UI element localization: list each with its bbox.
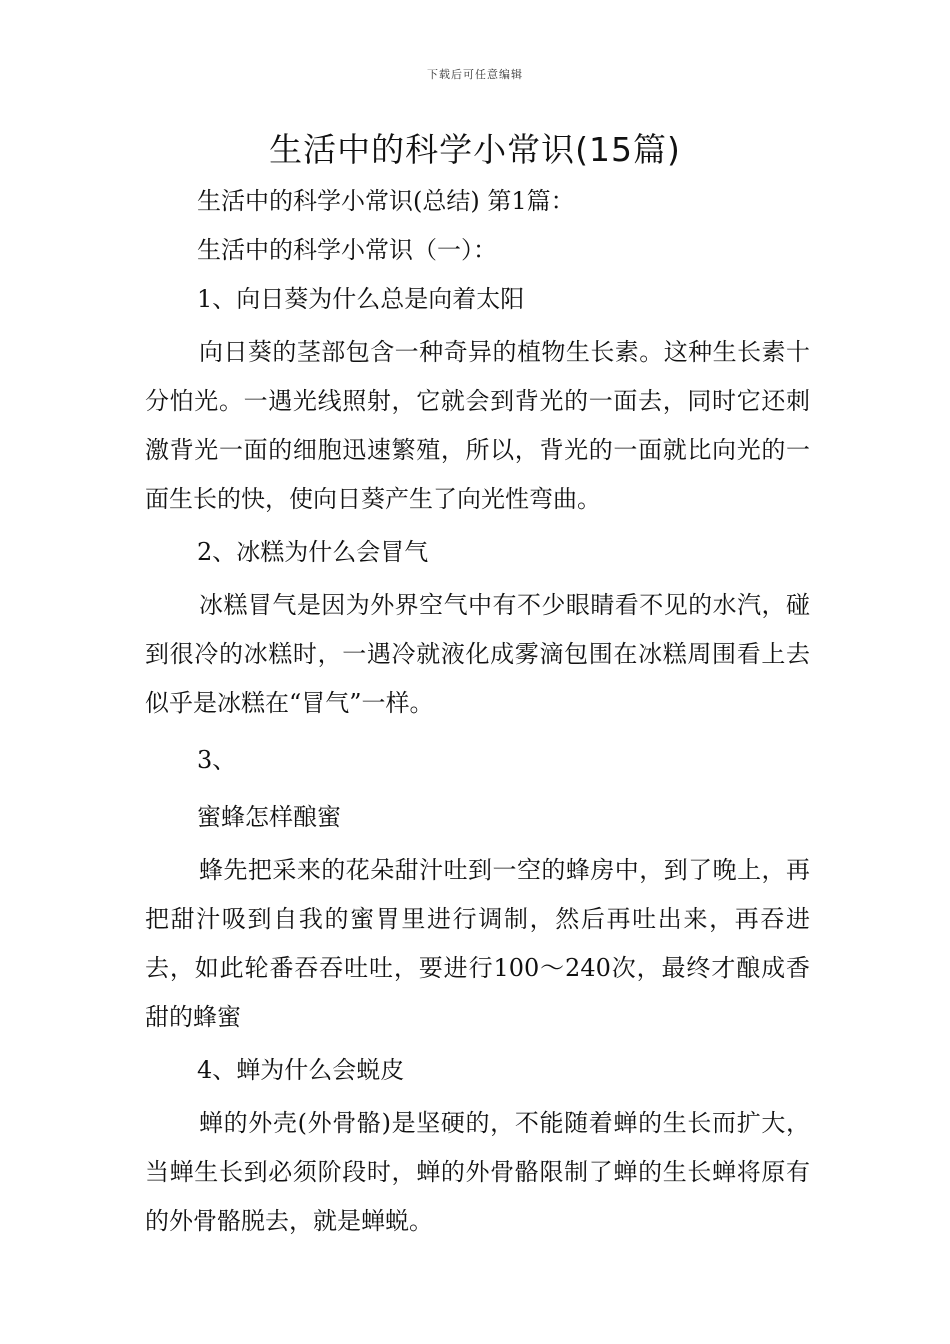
item-heading: 4、蝉为什么会蜕皮 [197,1056,405,1084]
body-paragraph: 冰糕冒气是因为外界空气中有不少眼睛看不见的水汽，碰到很冷的冰糕时，一遇冷就液化成雾滴包围在冰糕周围看上去似乎是冰糕在“冒气”一样。 [145,591,810,717]
section-heading: 生活中的科学小常识(总结) 第1篇： [197,187,575,215]
section-heading: 生活中的科学小常识（一）： [197,236,497,264]
document-body [145,177,810,1246]
document-title: 生活中的科学小常识(15篇) [269,130,681,169]
body-paragraph: 向日葵的茎部包含一种奇异的植物生长素。这种生长素十分怕光。一遇光线照射，它就会到背光的一面去，同时它还刺激背光一面的细胞迅速繁殖，所以，背光的一面就比向光的一面生长的快，使向日葵产生了向光性弯曲。 [145,338,810,513]
item-heading: 2、冰糕为什么会冒气 [197,538,429,566]
item-heading: 1、向日葵为什么总是向着太阳 [197,285,525,313]
body-paragraph: 蝉的外壳(外骨骼)是坚硬的，不能随着蝉的生长而扩大，当蝉生长到必须阶段时，蝉的外骨骼限制了蝉的生长蝉将原有的外骨骼脱去，就是蝉蜕。 [145,1109,810,1235]
item-heading: 3、 [197,746,237,774]
item-heading: 蜜蜂怎样酿蜜 [197,803,341,831]
header-note: 下载后可任意编辑 [427,68,523,81]
body-paragraph: 蜂先把采来的花朵甜汁吐到一空的蜂房中，到了晚上，再把甜汁吸到自我的蜜胃里进行调制，然后再吐出来，再吞进去，如此轮番吞吞吐吐，要进行100～240次，最终才酿成香甜的蜂蜜 [145,856,810,1031]
